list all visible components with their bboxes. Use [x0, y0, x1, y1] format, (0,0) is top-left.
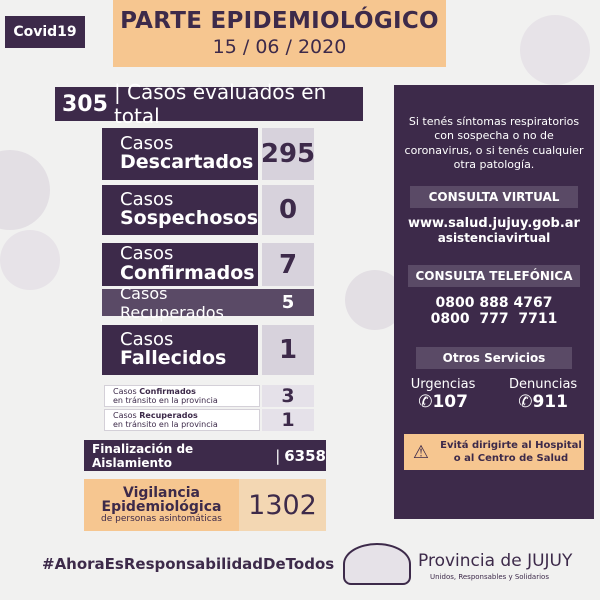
- warning-icon: ⚠: [412, 441, 430, 463]
- vigilancia-label-1: Vigilancia: [123, 484, 200, 501]
- vigilancia-label-3: de personas asintomáticas: [101, 513, 222, 524]
- descartados-value: 295: [262, 128, 314, 180]
- province-name: Provincia de JUJUY: [418, 551, 573, 571]
- report-date: 15 / 06 / 2020: [212, 36, 347, 58]
- transit-recuperados-box: [104, 409, 260, 431]
- sospechosos-label-2: Sospechosos: [120, 207, 259, 230]
- total-cases-label: | Casos evaluados en total: [113, 80, 327, 128]
- confirmados-label-1: Casos: [120, 243, 174, 265]
- province-tagline: Unidos, Responsables y Solidarios: [430, 573, 549, 581]
- page-title: PARTE EPIDEMIOLÓGICO: [120, 8, 439, 34]
- virtual-title: CONSULTA VIRTUAL: [410, 186, 578, 208]
- fallecidos-label-1: Casos: [120, 328, 174, 350]
- transit-recuperados-bold: Recuperados: [139, 410, 198, 420]
- tel-number-1: 0800 888 4767: [435, 295, 553, 312]
- virtual-url-2[interactable]: asistenciavirtual: [437, 231, 551, 246]
- confirmados-value: 7: [262, 243, 314, 286]
- virus-illustration-left: [0, 150, 50, 230]
- transit-confirmados-pre: Casos: [113, 386, 137, 396]
- transit-confirmados-box: [104, 385, 260, 407]
- sospechosos-label-1: Casos: [120, 188, 174, 210]
- tel-title: CONSULTA TELEFÓNICA: [408, 265, 580, 287]
- phone-icon: ✆: [518, 392, 533, 413]
- aislamiento-value: 6358: [284, 446, 326, 465]
- otros-title: Otros Servicios: [416, 347, 572, 369]
- transit-confirmados-value: 3: [262, 385, 314, 407]
- services-row: [394, 377, 594, 412]
- virus-illustration-left-lower: [0, 230, 60, 290]
- confirmados-label-2: Confirmados: [120, 261, 255, 284]
- transit-confirmados-bold: Confirmados: [139, 386, 196, 396]
- descartados-label-2: Descartados: [120, 151, 254, 174]
- vigilancia-box: [84, 479, 239, 531]
- info-panel: [394, 85, 594, 519]
- denuncias-label: Denuncias: [508, 377, 578, 393]
- sospechosos-box: [102, 185, 258, 235]
- covid19-tag: Covid19: [5, 16, 85, 48]
- fallecidos-label-2: Fallecidos: [120, 347, 227, 370]
- warning-line-1: Evitá dirigirte al Hospital: [440, 440, 582, 452]
- denuncias: [509, 377, 577, 412]
- transit-confirmados-line2: en tránsito en la provincia: [113, 396, 218, 405]
- urgencias-label: Urgencias: [410, 377, 476, 393]
- urgencias: [411, 377, 476, 412]
- phone-icon: ✆: [418, 392, 433, 413]
- recuperados-box: [102, 283, 314, 322]
- total-cases-bar: [55, 80, 363, 128]
- fallecidos-value: 1: [262, 325, 314, 375]
- recuperados-label: Casos Recuperados: [120, 283, 224, 322]
- vigilancia-label-2: Epidemiológica: [101, 499, 222, 516]
- aislamiento-label: Finalización de Aislamiento: [92, 441, 194, 470]
- aislamiento-separator: |: [275, 446, 281, 465]
- fallecidos-box: [102, 325, 258, 375]
- tel-number-2: 0800 777 7711: [430, 311, 558, 328]
- descartados-label-1: Casos: [120, 132, 174, 154]
- total-cases-value: 305: [62, 91, 108, 117]
- confirmados-box: [102, 243, 258, 286]
- transit-recuperados-line2: en tránsito en la provincia: [113, 420, 218, 429]
- descartados-box: [102, 128, 258, 180]
- province-logo: [343, 543, 411, 585]
- denuncias-number: 911: [532, 392, 568, 413]
- virus-illustration-top-right: [520, 15, 590, 85]
- transit-recuperados-pre: Casos: [113, 410, 137, 420]
- warning-line-2: o al Centro de Salud: [453, 453, 569, 465]
- hashtag: #AhoraEsResponsabilidadDeTodos: [42, 555, 335, 573]
- warning-box: [404, 434, 584, 470]
- recuperados-value: 5: [281, 292, 295, 313]
- sospechosos-value: 0: [262, 185, 314, 235]
- aislamiento-bar: [84, 440, 326, 471]
- header-banner: [113, 0, 446, 67]
- transit-recuperados-value: 1: [262, 409, 314, 431]
- panel-intro: Si tenés síntomas respiratorios con sospecha o no de coronavirus, o si tenés cualquier otra patología.: [404, 115, 584, 171]
- vigilancia-value: 1302: [239, 479, 326, 531]
- virtual-url-1[interactable]: www.salud.jujuy.gob.ar: [408, 216, 580, 232]
- urgencias-number: 107: [432, 392, 468, 413]
